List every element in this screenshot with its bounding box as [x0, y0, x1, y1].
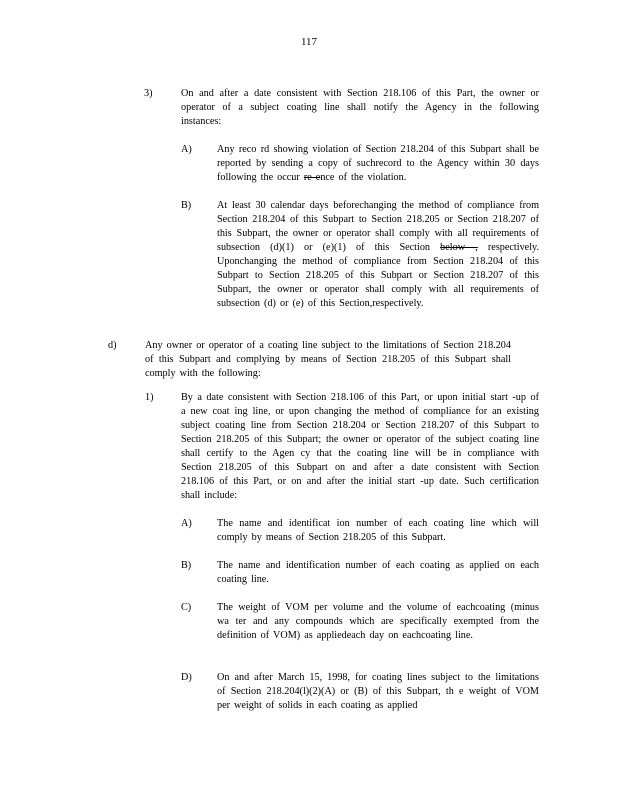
item-3a-paragraph [217, 143, 539, 185]
item-d-text: Any owner or operator of a coating line subject to the limitations of Section 218.204 of this Subpart and complying by means of Section 218.205 of this Subpart shall comply with the following: [145, 340, 511, 379]
item-d1-marker: 1) [145, 392, 154, 403]
item-3-text: On and after a date consistent with Section 218.106 of this Part, the owner or operator of a subject coating line shall notify the Agency in the following instances: [181, 88, 539, 127]
item-d1b-text: The name and identification number of each coating as applied on each coating line. [217, 560, 539, 585]
item-d1d-text: On and after March 15, 1998, for coating lines subject to the limitations of Section 218.204(l)(2)(A) or (B) of this Subpart, th e weight of VOM per weight of solids in each coating as applied [217, 672, 539, 711]
item-d1b-marker: B) [181, 560, 192, 571]
item-3a-strikethrough: re e [303, 172, 321, 183]
item-3b-text-2: respectively. Uponchanging the method of compliance from Section 218.204 of this Subpart to Section 218.205 of this Subpart or Section 218.207 of this Subpart, the owner or operator shall comply with all requirements of subsection (d) or (e) of this Section,respectively. [217, 242, 540, 309]
item-3b-paragraph [217, 199, 539, 311]
item-d1c-marker: C) [181, 602, 192, 613]
item-3a-text-1: Any reco rd showing violation of Section 218.204 of this Subpart shall be reported by sending a copy of suchrecord to the Agency within 30 days following the occur [217, 144, 539, 183]
item-d1a-text: The name and identificat ion number of each coating line which will comply by means of Section 218.205 of this Subpart. [217, 518, 539, 543]
item-d1d-marker: D) [181, 672, 192, 683]
item-d-marker: d) [108, 340, 117, 351]
item-3b-strikethrough: below , [440, 242, 478, 253]
item-d1-text: By a date consistent with Section 218.106 of this Part, or upon initial start -up of a new coat ing line, or upon changing the method of compliance for an existing subject coating line from Section 218.204 or Section 218.207 of this Subpart to Section 218.205 of this Subpart; the owner or operator of the subject coating line shall certify to the Agen cy that the coating line will be in compliance with Section 218.205 of this Subpart on and after a date consistent with Section 218.106 of this Part, or on and after the initial start -up date. Such certification shall include: [181, 392, 539, 501]
item-d1a-marker: A) [181, 518, 192, 529]
item-3b-text-1: At least 30 calendar days beforechanging the method of compliance from Section 218.204 of this Subpart to Section 218.205 or Section 218.207 of this Subpart, the owner or operator shall comply with all requirements of subsection (d)(1) or (e)(1) of this Section [217, 200, 539, 253]
item-3a-marker: A) [181, 144, 192, 155]
item-d1c-text: The weight of VOM per volume and the volume of eachcoating (minus wa ter and any compounds which are specifically exempted from the definition of VOM) as appliedeach day on eachcoating line. [217, 602, 539, 641]
item-3b-marker: B) [181, 200, 192, 211]
item-3-marker: 3) [144, 88, 153, 99]
page-number: 117 [300, 36, 318, 48]
item-3a-text-2: nce of the violation. [320, 172, 407, 183]
